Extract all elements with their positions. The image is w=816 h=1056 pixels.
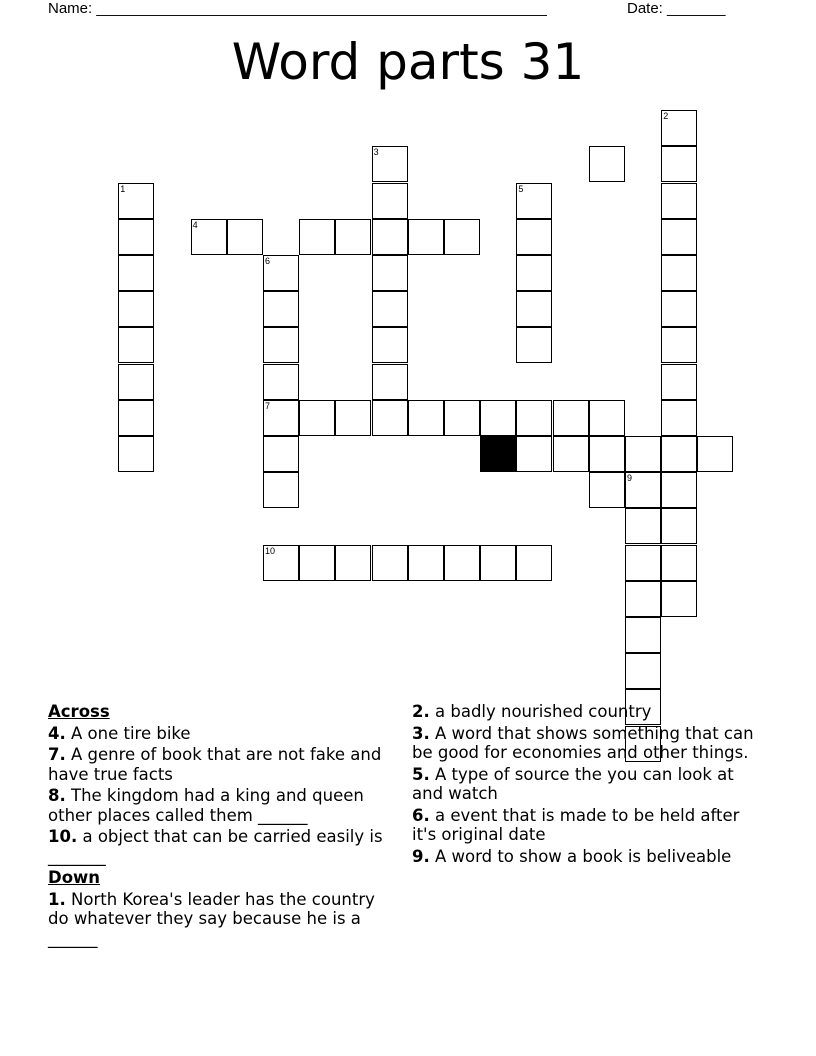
across-heading: Across	[48, 702, 110, 721]
grid-cell[interactable]	[408, 219, 444, 255]
cell-number: 2	[663, 111, 669, 122]
grid-cell[interactable]	[263, 545, 299, 581]
grid-cell[interactable]	[444, 400, 480, 436]
down-clue-1	[48, 890, 398, 949]
grid-cell[interactable]	[372, 255, 408, 291]
grid-cell[interactable]	[408, 545, 444, 581]
date-field-line: Date: _______	[627, 0, 726, 17]
down-clue-3	[412, 724, 762, 763]
grid-cell[interactable]	[444, 219, 480, 255]
grid-cell[interactable]	[263, 327, 299, 363]
grid-cell[interactable]	[372, 364, 408, 400]
grid-cell[interactable]	[661, 364, 697, 400]
cell-number: 5	[518, 183, 524, 194]
grid-cell[interactable]	[118, 364, 154, 400]
clue-text: North Korea's leader has the country do whatever they say because he is a ______	[48, 889, 375, 948]
clue-number: 6.	[412, 805, 430, 825]
grid-cell[interactable]	[625, 472, 661, 508]
clue-text: a event that is made to be held after it's original date	[412, 805, 740, 844]
clue-number: 7.	[48, 745, 66, 764]
grid-cell[interactable]	[661, 110, 697, 146]
grid-cell[interactable]	[661, 508, 697, 544]
clue-text: A word that shows something that can be good for economies and other things.	[412, 723, 754, 762]
clue-text: a badly nourished country	[435, 702, 652, 721]
down-heading: Down	[48, 868, 101, 887]
grid-cell[interactable]	[661, 146, 697, 182]
grid-cell[interactable]	[118, 219, 154, 255]
grid-cell[interactable]	[661, 400, 697, 436]
grid-cell[interactable]	[625, 436, 661, 472]
clue-number: 4.	[48, 723, 66, 743]
cell-number: 7	[265, 400, 271, 411]
grid-cell[interactable]	[661, 219, 697, 255]
grid-cell[interactable]	[118, 255, 154, 291]
grid-cell[interactable]	[118, 400, 154, 436]
grid-cell[interactable]	[589, 436, 625, 472]
down-clue-5	[412, 765, 762, 804]
clues-left-column	[48, 702, 398, 950]
grid-cell[interactable]	[263, 400, 299, 436]
clue-text: The kingdom had a king and queen other places called them ______	[48, 786, 364, 825]
grid-cell[interactable]	[372, 146, 408, 182]
grid-cell[interactable]	[480, 400, 516, 436]
grid-cell[interactable]	[118, 436, 154, 472]
grid-cell[interactable]	[372, 183, 408, 219]
down-clue-6	[412, 806, 762, 845]
clue-text: A genre of book that are not fake and have true facts	[48, 745, 382, 784]
grid-cell[interactable]	[263, 291, 299, 327]
grid-cell[interactable]	[335, 400, 371, 436]
grid-cell[interactable]	[516, 291, 552, 327]
clue-number: 3.	[412, 723, 430, 743]
grid-cell[interactable]	[697, 436, 733, 472]
down-clue-9	[412, 847, 762, 867]
grid-cell[interactable]	[263, 364, 299, 400]
grid-cell[interactable]	[625, 508, 661, 544]
grid-cell[interactable]	[625, 653, 661, 689]
clue-number: 8.	[48, 786, 66, 805]
grid-cell[interactable]	[118, 327, 154, 363]
across-clue-7	[48, 745, 398, 784]
grid-cell[interactable]	[372, 400, 408, 436]
grid-cell[interactable]	[335, 545, 371, 581]
grid-cell[interactable]	[589, 472, 625, 508]
cell-number: 8	[482, 437, 488, 447]
grid-cell[interactable]	[299, 545, 335, 581]
grid-cell[interactable]	[516, 400, 552, 436]
grid-cell[interactable]	[661, 327, 697, 363]
clue-text: A word to show a book is beliveable	[435, 846, 732, 866]
grid-cell[interactable]	[516, 436, 552, 472]
grid-cell[interactable]	[661, 183, 697, 219]
across-clue-8	[48, 786, 398, 825]
grid-cell[interactable]	[553, 436, 589, 472]
cell-number: 9	[627, 473, 633, 484]
clue-number: 10.	[48, 827, 78, 846]
grid-cell[interactable]	[335, 219, 371, 255]
grid-cell[interactable]	[589, 146, 625, 182]
cell-number: 4	[192, 219, 198, 230]
clues-right-column	[412, 702, 762, 868]
grid-cell[interactable]	[191, 219, 227, 255]
grid-cell[interactable]	[661, 472, 697, 508]
grid-cell[interactable]	[118, 183, 154, 219]
grid-cell[interactable]	[625, 545, 661, 581]
grid-cell[interactable]	[625, 581, 661, 617]
cell-number: 3	[373, 147, 379, 158]
grid-cell[interactable]	[444, 545, 480, 581]
cell-number: 6	[265, 256, 271, 266]
grid-cell[interactable]	[263, 255, 299, 291]
grid-cell[interactable]	[661, 545, 697, 581]
down-clue-2	[412, 702, 762, 722]
black-square	[480, 436, 516, 472]
grid-cell[interactable]	[516, 545, 552, 581]
clue-text: A one tire bike	[71, 723, 191, 743]
grid-cell[interactable]	[516, 327, 552, 363]
clue-number: 2.	[412, 702, 430, 721]
grid-cell[interactable]	[661, 291, 697, 327]
grid-cell[interactable]	[372, 219, 408, 255]
grid-cell[interactable]	[372, 327, 408, 363]
grid-cell[interactable]	[661, 436, 697, 472]
grid-cell[interactable]	[263, 436, 299, 472]
clue-number: 9.	[412, 846, 430, 866]
clue-text: A type of source the you can look at and watch	[412, 764, 734, 803]
grid-cell[interactable]	[480, 545, 516, 581]
grid-cell[interactable]	[299, 219, 335, 255]
grid-cell[interactable]	[625, 617, 661, 653]
grid-cell[interactable]	[408, 400, 444, 436]
grid-cell[interactable]	[118, 291, 154, 327]
cell-number: 10	[265, 545, 276, 556]
grid-cell[interactable]	[299, 400, 335, 436]
grid-cell[interactable]	[661, 255, 697, 291]
cell-number: 1	[120, 183, 126, 194]
grid-cell[interactable]	[589, 400, 625, 436]
grid-cell[interactable]	[263, 472, 299, 508]
name-field-line: Name: ______________________________________________________	[48, 0, 547, 17]
clue-number: 1.	[48, 889, 66, 909]
grid-cell[interactable]	[516, 255, 552, 291]
grid-cell[interactable]	[372, 545, 408, 581]
grid-cell[interactable]	[516, 183, 552, 219]
clue-number: 5.	[412, 764, 430, 784]
grid-cell[interactable]	[227, 219, 263, 255]
clue-text: a object that can be carried easily is _______	[48, 827, 383, 866]
grid-cell[interactable]	[516, 219, 552, 255]
grid-cell[interactable]	[661, 581, 697, 617]
across-clue-4	[48, 724, 398, 744]
grid-cell[interactable]	[553, 400, 589, 436]
across-clue-10	[48, 827, 398, 866]
puzzle-title: Word parts 31	[231, 33, 585, 91]
grid-cell[interactable]	[372, 291, 408, 327]
